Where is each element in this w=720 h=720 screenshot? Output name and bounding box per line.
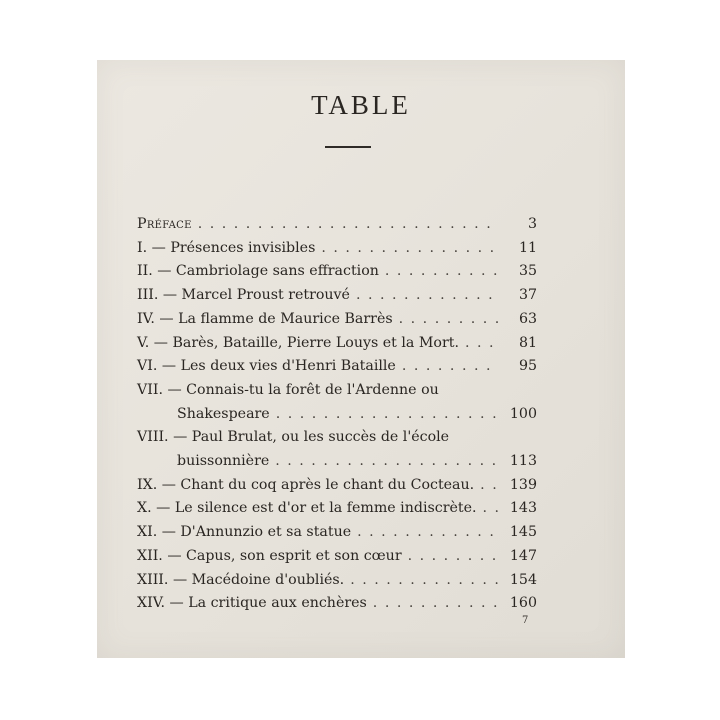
chapter-numeral: VIII. [137, 429, 169, 446]
toc-entry [137, 308, 537, 332]
dot-leader [350, 569, 498, 593]
toc-entry-page: 139 [509, 476, 537, 493]
toc-entry-title: — Paul Brulat, ou les succès de l'école [173, 429, 450, 446]
toc-entry-title: — Marcel Proust retrouvé [162, 287, 350, 304]
toc-entry-page: 3 [527, 216, 537, 232]
title-rule [325, 146, 371, 148]
dot-leader [480, 474, 498, 498]
toc-entry-page: 11 [518, 239, 537, 256]
dot-leader [373, 592, 498, 616]
chapter-numeral: III. [137, 287, 159, 304]
toc-entry [137, 379, 537, 426]
chapter-numeral: I. [137, 239, 148, 256]
toc-entry-page: 145 [509, 524, 537, 541]
dot-leader [356, 284, 498, 308]
chapter-numeral: VII. [137, 381, 163, 398]
toc-entry [137, 521, 537, 545]
toc-entry-title: — Cambriolage sans effraction [157, 263, 379, 280]
dot-leader [465, 332, 498, 356]
dot-leader [321, 237, 498, 261]
toc-entry-page: 95 [518, 358, 537, 375]
dot-leader [276, 403, 498, 427]
toc-entry-title: Préface [137, 216, 192, 232]
page-title: TABLE [311, 90, 411, 120]
toc-entry [137, 545, 537, 569]
toc-entry-title: — D'Annunzio et sa statue [161, 524, 352, 541]
toc-entry-title: — Le silence est d'or et la femme indiscrète. [156, 500, 477, 517]
toc-entry [137, 569, 537, 593]
dot-leader [198, 213, 498, 237]
toc-entry-page: 35 [518, 263, 537, 280]
toc-entry [137, 474, 537, 498]
chapter-numeral: XII. [137, 547, 163, 564]
chapter-numeral: II. [137, 263, 153, 280]
chapter-numeral: V. [137, 334, 150, 351]
toc-entry-title: — Présences invisibles [151, 239, 316, 256]
toc-entry [137, 497, 537, 521]
toc-entry-title: — Les deux vies d'Henri Bataille [161, 358, 396, 375]
toc-entry-page: 160 [509, 595, 537, 612]
toc-entry [137, 592, 537, 616]
toc-entry-title: — Chant du coq après le chant du Cocteau. [161, 476, 475, 493]
dot-leader [483, 497, 499, 521]
toc-entry-preface [137, 213, 537, 237]
toc-entry [137, 332, 537, 356]
toc-entry-title: — La critique aux enchères [169, 595, 367, 612]
toc-entry-title: — Macédoine d'oubliés. [172, 571, 345, 588]
book-page [97, 60, 625, 658]
chapter-numeral: IV. [137, 310, 155, 327]
toc-entry-page: 81 [518, 334, 537, 351]
dot-leader [357, 521, 498, 545]
page-number: 7 [522, 615, 529, 626]
toc-entry-title: — Barès, Bataille, Pierre Louys et la Mort. [153, 334, 459, 351]
toc-entry [137, 284, 537, 308]
toc-entry-page: 143 [509, 500, 537, 517]
toc-entry [137, 426, 537, 473]
chapter-numeral: X. [137, 500, 152, 517]
toc-entry-title-continued: Shakespeare [177, 405, 270, 422]
chapter-numeral: XI. [137, 524, 158, 541]
chapter-numeral: XIII. [137, 571, 169, 588]
chapter-numeral: XIV. [137, 595, 165, 612]
toc-entry-title-continued: buissonnière [177, 453, 270, 470]
toc-entry [137, 237, 537, 261]
toc-entry [137, 260, 537, 284]
toc-entry-page: 147 [509, 547, 537, 564]
toc-entry [137, 355, 537, 379]
dot-leader [275, 450, 498, 474]
toc-entry-page: 100 [509, 405, 537, 422]
toc-entry-page: 154 [509, 571, 537, 588]
dot-leader [408, 545, 498, 569]
dot-leader [399, 308, 498, 332]
table-of-contents [137, 213, 537, 616]
toc-entry-page: 63 [518, 310, 537, 327]
toc-entry-title: — Connais-tu la forêt de l'Ardenne ou [167, 381, 439, 398]
toc-entry-page: 113 [509, 453, 537, 470]
toc-entry-page: 37 [518, 287, 537, 304]
dot-leader [385, 260, 498, 284]
dot-leader [402, 355, 498, 379]
toc-entry-title: — Capus, son esprit et son cœur [167, 547, 402, 564]
toc-entry-title: — La flamme de Maurice Barrès [159, 310, 393, 327]
chapter-numeral: VI. [137, 358, 158, 375]
chapter-numeral: IX. [137, 476, 158, 493]
